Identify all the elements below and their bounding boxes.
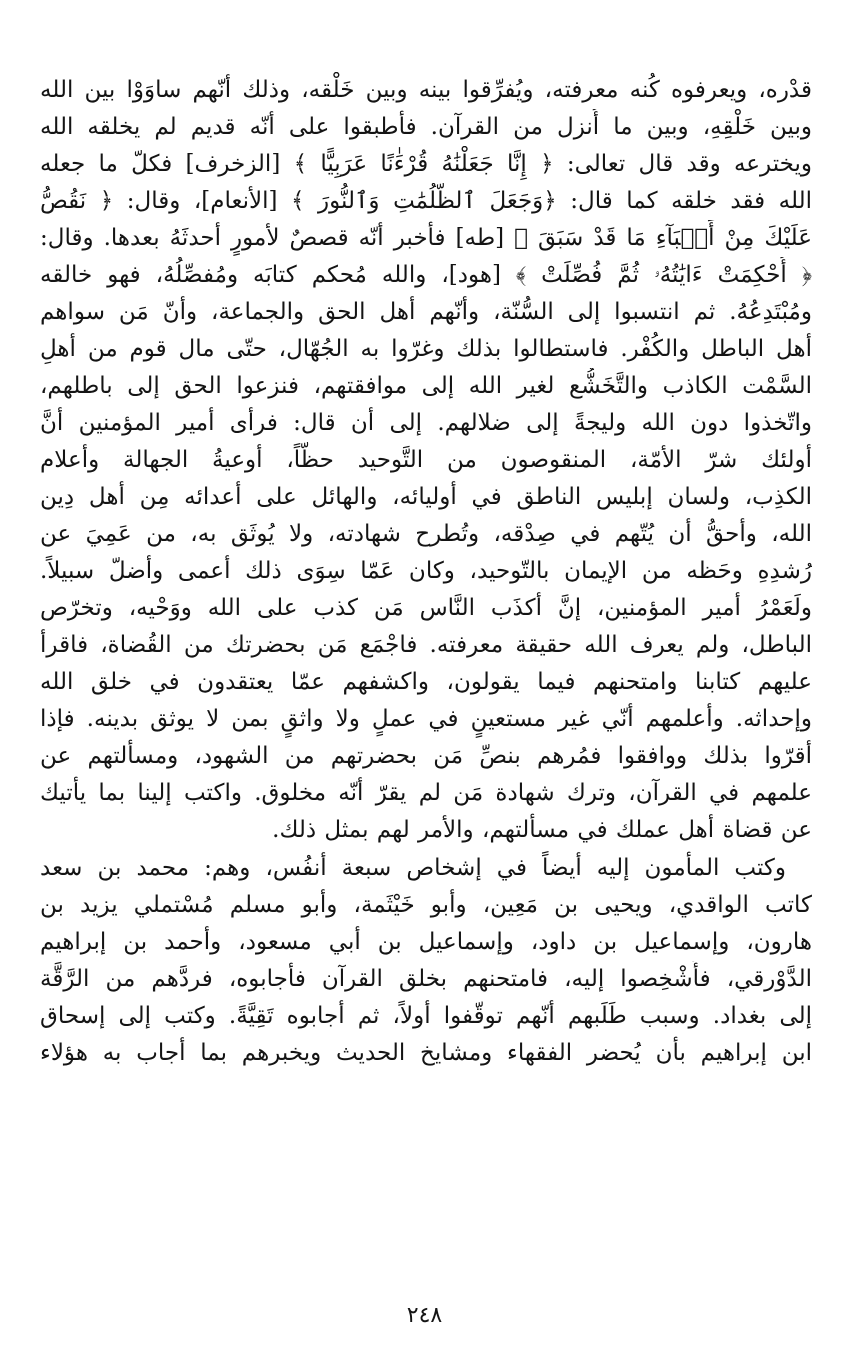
- text-line: وإحداثه. وأعلمهم أنّي غير مستعينٍ في عملٍ ولا واثقٍ بمن لا يوثق بدينه. فإذا: [40, 706, 812, 732]
- text-line: أقرّوا بذلك ووافقوا فمُرهم بنصِّ مَن بحضرتهم من الشهود، ومسألتهم عن: [40, 743, 812, 769]
- text-line: ومُبْتَدِعُهُ. ثم انتسبوا إلى السُّنّة، وأنّهم أهل الحق والجماعة، وأنّ مَن سواهم: [40, 299, 812, 325]
- text-line: أهل الباطل والكُفْر. فاستطالوا بذلك وغرّوا به الجُهّال، حتّى مال قوم من أهلِ: [40, 336, 812, 362]
- text-line: عَلَيْكَ مِنْ أَنۢبَآءِ مَا قَدْ سَبَقَ ﴾ [طه] فأخبر أنّه قصصٌ لأمورٍ أحدثَهُ بعدها. وقال:: [40, 225, 812, 251]
- document-page: [40, 72, 812, 1072]
- page-number: ٢٤٨: [406, 1303, 443, 1328]
- text-line: الله، وأحقُّ أن يُتّهم في صِدْقه، وتُطرح شهادته، ولا يُوثَق به، من عَمِيَ عن: [40, 521, 812, 547]
- text-line: عن قضاة أهل عملك في مسألتهم، والأمر لهم بمثل ذلك.: [272, 817, 812, 843]
- text-line: ابن إبراهيم بأن يُحضر الفقهاء ومشايخ الحديث ويخبرهم بما أجاب به هؤلاء: [40, 1040, 812, 1066]
- paragraph-2: [40, 850, 812, 1072]
- text-line: وبين خَلْقِهِ، وبين ما أُنزل من القرآن. فأطبقوا على أنّه قديم لم يخلقه الله: [40, 114, 812, 140]
- text-line: الكذِب، ولسان إبليس الناطق في أوليائه، والهائل على أعدائه مِن أهل دِين: [40, 484, 812, 510]
- text-line: كاتب الواقدي، ويحيى بن مَعِين، وأبو خَيْثَمة، وأبو مسلم مُسْتملي يزيد بن: [40, 892, 812, 918]
- text-line: ولَعَمْرُ أمير المؤمنين، إنَّ أكذَب النَّاس مَن كذب على الله ووَحْيه، وتخرّص: [40, 595, 812, 621]
- text-line: علمهم في القرآن، وترك شهادة مَن لم يقرّ أنّه مخلوق. واكتب إلينا بما يأتيك: [40, 780, 812, 806]
- text-line: قدْره، ويعرفوه كُنه معرفته، ويُفرِّقوا بينه وبين خَلْقه، وذلك أنّهم ساوَوْا بين الله: [40, 77, 812, 103]
- text-line: هارون، وإسماعيل بن داود، وإسماعيل بن أبي مسعود، وأحمد بن إبراهيم: [40, 929, 812, 955]
- text-line: واتّخذوا دون الله وليجةً إلى ضلالهم. إلى أن قال: فرأى أمير المؤمنين أنَّ: [40, 410, 812, 436]
- text-line: الله فقد خلقه كما قال: ﴿وَجَعَلَ ٱلظُّلُمَٰتِ وَٱلنُّورَ ﴾ [الأنعام]، وقال: ﴿ نَقُصُّ: [40, 188, 812, 214]
- text-line: رُشدِهِ وحَظه من الإيمان بالتّوحيد، وكان عَمّا سِوَى ذلك أعمى وأضلّ سبيلاً.: [40, 558, 812, 584]
- text-line: الباطل، ولم يعرف الله حقيقة معرفته. فاجْمَع مَن بحضرتك من القُضاة، فاقرأ: [40, 632, 812, 658]
- text-line: وكتب المأمون إليه أيضاً في إشخاص سبعة أنفُس، وهم: محمد بن سعد: [40, 855, 786, 881]
- text-line: ويخترعه وقد قال تعالى: ﴿ إِنَّا جَعَلْنَٰهُ قُرْءَٰنًا عَرَبِيًّا ﴾ [الزخرف] فكلّ ما جعله: [40, 151, 812, 177]
- paragraph-1: [40, 72, 812, 849]
- text-line: ﴿ أُحْكِمَتْ ءَايَٰتُهُۥ ثُمَّ فُصِّلَتْ ﴾ [هود]، والله مُحكم كتابَه ومُفصِّلُهُ، فهو خالقه: [40, 262, 812, 288]
- text-line: الدَّوْرقي، فأُشْخِصوا إليه، فامتحنهم بخلق القرآن فأجابوه، فردَّهم من الرَّقَّة: [40, 966, 812, 992]
- text-line: إلى بغداد. وسبب طَلَبهم أنّهم توقّفوا أولاً، ثم أجابوه تَقِيَّةً. وكتب إلى إسحاق: [40, 1003, 812, 1029]
- text-line: أولئك شرّ الأمّة، المنقوصون من التَّوحيد حظّاً، أوعيةُ الجهالة وأعلام: [40, 447, 812, 473]
- text-line: السَّمْت الكاذب والتَّخَشُّع لغير الله إلى موافقتهم، فنزعوا الحق إلى باطلهم،: [40, 373, 812, 399]
- text-line: عليهم كتابنا وامتحنهم فيما يقولون، واكشفهم عمّا يعتقدون في خلق الله: [40, 669, 812, 695]
